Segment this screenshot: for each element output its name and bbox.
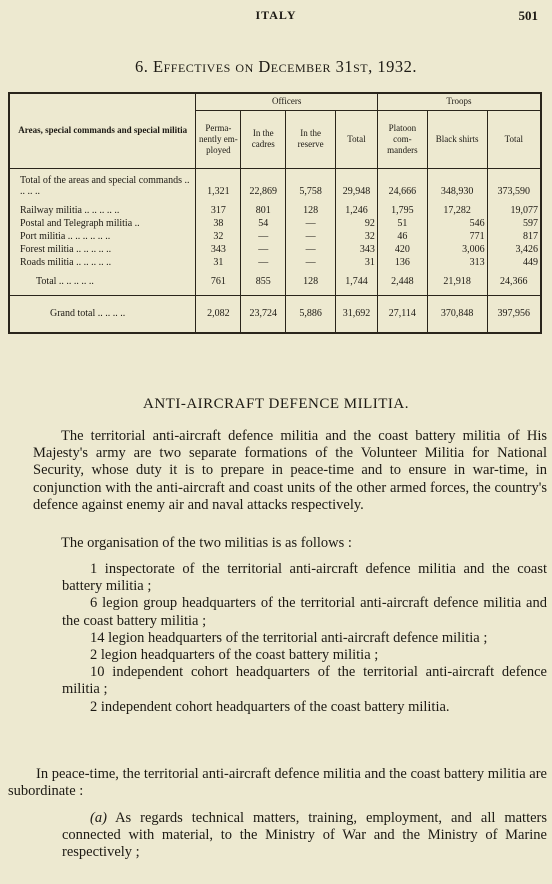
cell-reserve: 5,758 (286, 168, 336, 198)
group-header-officers: Officers (196, 93, 377, 110)
item-text: As regards technical matters, training, employment, and all matters connected with material, to the Ministry of War and the Ministry of Marine respectively ; (62, 810, 547, 861)
cell-troops-total: 817 (487, 230, 541, 243)
organisation-list (62, 561, 547, 716)
cell-black-shirts: 21,918 (427, 269, 487, 295)
cell-cadres: — (241, 256, 286, 269)
cell-cadres: 23,724 (241, 295, 286, 333)
cell-platoon: 27,114 (377, 295, 427, 333)
cell-black-shirts: 546 (427, 217, 487, 230)
list-item: 1 inspectorate of the territorial anti-aircraft defence militia and the coast battery militia ; (62, 561, 547, 595)
list-item: 2 legion headquarters of the coast battery militia ; (90, 647, 379, 664)
cell-black-shirts: 348,930 (427, 168, 487, 198)
cell-platoon: 46 (377, 230, 427, 243)
cell-reserve: — (286, 243, 336, 256)
paragraph-intro: The territorial anti-aircraft defence militia and the coast battery militia of His Majesty's army are two separate formations of the Volunteer Militia for National Security, whose duty it is to prepare in peace-time and to ensure in war-time, in conjunction with the anti-aircraft and coast units of the other armed forces, the country's defence against enemy air and naval attacks respectively. (33, 428, 547, 513)
cell-officers-total: 1,744 (336, 269, 378, 295)
cell-troops-total: 597 (487, 217, 541, 230)
cell-cadres: 54 (241, 217, 286, 230)
running-header (0, 8, 552, 24)
cell-reserve: 5,886 (286, 295, 336, 333)
column-header-area: Areas, special commands and special militia (9, 93, 196, 168)
cell-platoon: 420 (377, 243, 427, 256)
cell-troops-total: 449 (487, 256, 541, 269)
running-title: ITALY (255, 8, 297, 22)
cell-perm: 38 (196, 217, 241, 230)
subsection-heading: ANTI-AIRCRAFT DEFENCE MILITIA. (143, 396, 409, 412)
column-header-troops-total: Total (487, 110, 541, 168)
group-header-troops: Troops (377, 93, 541, 110)
cell-officers-total: 31 (336, 256, 378, 269)
cell-officers-total: 32 (336, 230, 378, 243)
page-number: 501 (518, 8, 538, 23)
cell-platoon: 1,795 (377, 198, 427, 217)
row-label: Postal and Telegraph militia .. (9, 217, 196, 230)
section-title (0, 57, 552, 77)
column-header-black-shirts: Black shirts (427, 110, 487, 168)
list-item: 10 independent cohort headquarters of the territorial anti-aircraft defence militia ; (62, 664, 547, 698)
cell-officers-total: 1,246 (336, 198, 378, 217)
effectives-table (8, 92, 542, 334)
column-header-cadres: In the cadres (241, 110, 286, 168)
cell-officers-total: 343 (336, 243, 378, 256)
cell-black-shirts: 313 (427, 256, 487, 269)
row-label: Forest militia .. .. .. .. .. (9, 243, 196, 256)
cell-perm: 343 (196, 243, 241, 256)
cell-cadres: 855 (241, 269, 286, 295)
cell-reserve: 128 (286, 269, 336, 295)
column-header-perm: Perma- nently em- ployed (196, 110, 241, 168)
section-title-text: Effectives on December 31st, 1932. (153, 57, 417, 76)
cell-reserve: — (286, 217, 336, 230)
cell-troops-total: 397,956 (487, 295, 541, 333)
cell-perm: 31 (196, 256, 241, 269)
list-item: 6 legion group headquarters of the territorial anti-aircraft defence militia and the coast battery militia ; (62, 595, 547, 629)
list-item: 2 independent cohort headquarters of the coast battery militia. (90, 698, 450, 715)
cell-platoon: 136 (377, 256, 427, 269)
cell-platoon: 24,666 (377, 168, 427, 198)
item-label: (a) (90, 810, 107, 826)
cell-black-shirts: 370,848 (427, 295, 487, 333)
cell-troops-total: 373,590 (487, 168, 541, 198)
cell-officers-total: 92 (336, 217, 378, 230)
cell-perm: 317 (196, 198, 241, 217)
list-item: 14 legion headquarters of the territorial anti-aircraft defence militia ; (90, 629, 488, 646)
cell-officers-total: 29,948 (336, 168, 378, 198)
cell-troops-total: 24,366 (487, 269, 541, 295)
row-label: Port militia .. .. .. .. .. .. (9, 230, 196, 243)
cell-troops-total: 19,077 (487, 198, 541, 217)
cell-cadres: 22,869 (241, 168, 286, 198)
cell-perm: 761 (196, 269, 241, 295)
cell-officers-total: 31,692 (336, 295, 378, 333)
cell-black-shirts: 771 (427, 230, 487, 243)
column-header-reserve: In the reserve (286, 110, 336, 168)
cell-cadres: — (241, 243, 286, 256)
cell-perm: 32 (196, 230, 241, 243)
grand-total-label: Grand total .. .. .. .. (9, 295, 196, 333)
cell-black-shirts: 3,006 (427, 243, 487, 256)
cell-black-shirts: 17,282 (427, 198, 487, 217)
row-label: Roads militia .. .. .. .. .. (9, 256, 196, 269)
cell-cadres: 801 (241, 198, 286, 217)
paragraph-peacetime: In peace-time, the territorial anti-aircraft defence militia and the coast battery militia are subordinate : (8, 766, 547, 800)
cell-platoon: 51 (377, 217, 427, 230)
column-header-platoon: Platoon com- manders (377, 110, 427, 168)
total-row-label: Total .. .. .. .. .. (9, 269, 196, 295)
paragraph-technical (62, 810, 547, 862)
cell-reserve: 128 (286, 198, 336, 217)
cell-perm: 2,082 (196, 295, 241, 333)
cell-troops-total: 3,426 (487, 243, 541, 256)
cell-reserve: — (286, 256, 336, 269)
column-header-officers-total: Total (336, 110, 378, 168)
row-label: Railway militia .. .. .. .. .. (9, 198, 196, 217)
paragraph-organisation: The organisation of the two militias is as follows : (61, 535, 352, 551)
cell-reserve: — (286, 230, 336, 243)
cell-cadres: — (241, 230, 286, 243)
row-label: Total of the areas and special commands .. .. .. .. (9, 168, 196, 198)
section-number: 6. (135, 57, 149, 76)
cell-platoon: 2,448 (377, 269, 427, 295)
cell-perm: 1,321 (196, 168, 241, 198)
